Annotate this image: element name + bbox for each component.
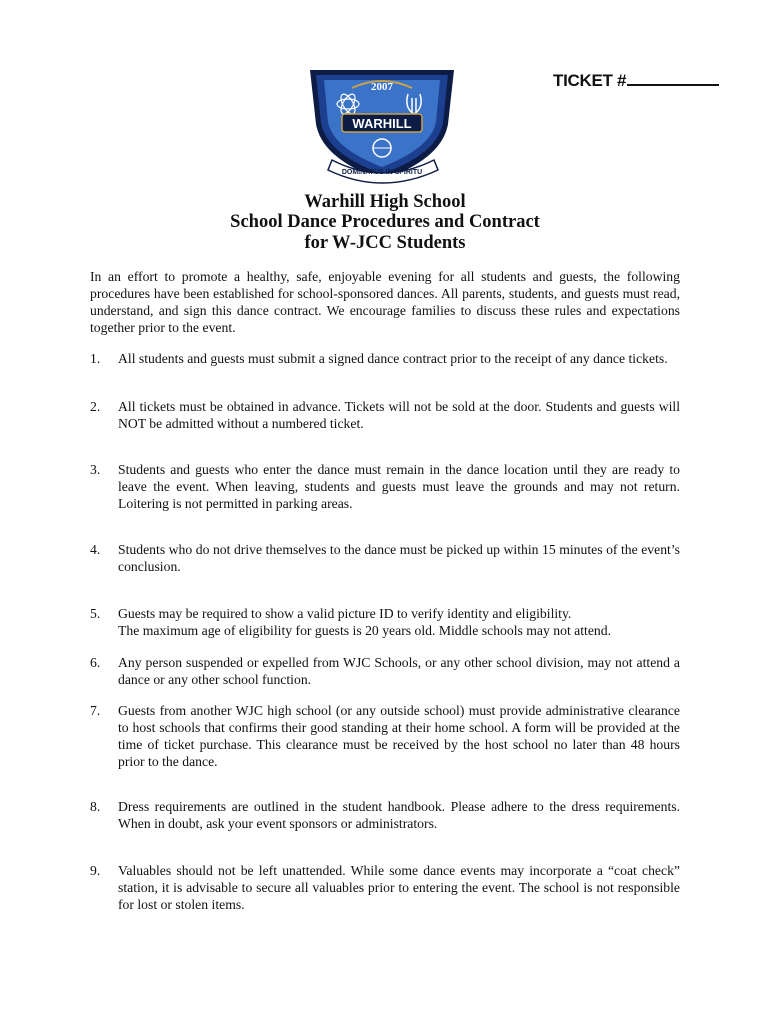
title-audience: for W-JCC Students	[304, 233, 466, 253]
intro-paragraph: In an effort to promote a healthy, safe, enjoyable evening for all students and guests, the following procedures have been established for school-sponsored dances. All parents, students, and guests must read, understand, and sign this dance contract. We encourage families to discuss these rules and expectations together prior to the event.	[90, 269, 680, 335]
crest-name: WARHILL	[352, 116, 412, 131]
crest-year: 2007	[371, 81, 393, 93]
title-document-name: School Dance Procedures and Contract	[230, 212, 540, 232]
ticket-label: TICKET #	[553, 71, 627, 90]
rule-text: All students and guests must submit a signed dance contract prior to the receipt of any dance tickets.	[118, 351, 668, 366]
school-crest-logo	[302, 64, 462, 184]
rule-number: 1.	[90, 351, 101, 366]
rule-item-1	[90, 350, 680, 367]
rule-item-7	[90, 702, 680, 770]
rule-text: Dress requirements are outlined in the student handbook. Please adhere to the dress requirements. When in doubt, ask your event sponsors or administrators.	[118, 799, 680, 831]
rule-number: 2.	[90, 399, 101, 414]
ticket-number-field	[553, 70, 719, 91]
rule-text-continued: The maximum age of eligibility for guests is 20 years old. Middle schools may not attend.	[118, 623, 612, 638]
rule-item-9	[90, 862, 680, 913]
rule-number: 3.	[90, 462, 101, 477]
rule-text: Students who do not drive themselves to the dance must be picked up within 15 minutes of the event’s conclusion.	[118, 542, 680, 574]
rule-text: Students and guests who enter the dance must remain in the dance location until they are ready to leave the event. When leaving, students and guests must leave the grounds and may not return. Loitering is not permitted in parking areas.	[118, 462, 680, 511]
rule-text: Any person suspended or expelled from WJC Schools, or any other school division, may not attend a dance or any other school function.	[118, 655, 680, 687]
rule-number: 5.	[90, 606, 101, 621]
rule-number: 6.	[90, 655, 101, 670]
rule-text: Guests may be required to show a valid picture ID to verify identity and eligibility.	[118, 606, 572, 621]
rule-item-8	[90, 798, 680, 832]
rule-item-4	[90, 541, 680, 575]
rule-item-3	[90, 461, 680, 512]
crest-motto: DOMINATUS IN SPIRITU	[341, 169, 423, 176]
rule-item-2	[90, 398, 680, 432]
rule-number: 9.	[90, 863, 101, 878]
rule-text: Guests from another WJC high school (or any outside school) must provide administrative clearance to host schools that confirms their good standing at their home school. A form will be provided at the time of ticket purchase. This clearance must be received by the host school no later than 48 hours prior to the dance.	[118, 703, 680, 769]
rule-number: 8.	[90, 799, 101, 814]
rule-text: All tickets must be obtained in advance. Tickets will not be sold at the door. Students and guests will NOT be admitted without a numbered ticket.	[118, 399, 680, 431]
rule-number: 7.	[90, 703, 101, 718]
rule-item-6	[90, 654, 680, 688]
rule-number: 4.	[90, 542, 101, 557]
ticket-blank-line	[627, 70, 719, 86]
rule-text: Valuables should not be left unattended. While some dance events may incorporate a “coat check” station, it is advisable to secure all valuables prior to entering the event. The school is not responsible for lost or stolen items.	[118, 863, 680, 912]
rule-item-5	[90, 605, 680, 639]
title-school-name: Warhill High School	[304, 192, 466, 212]
